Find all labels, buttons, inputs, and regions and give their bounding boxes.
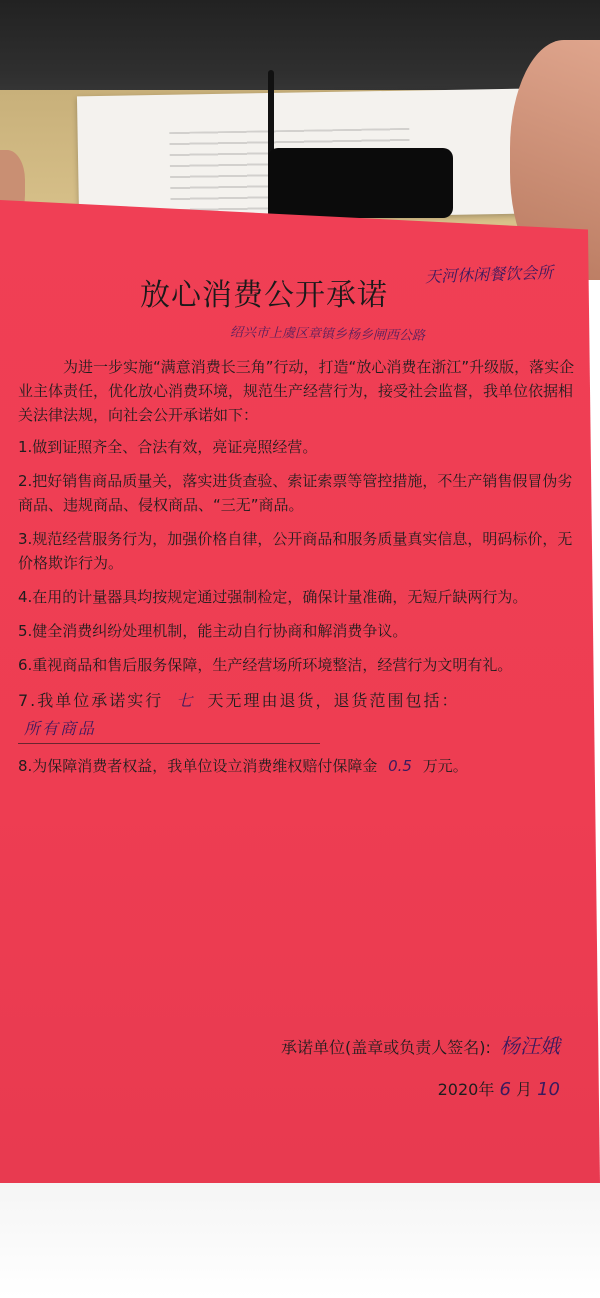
item7-suffix: 天无理由退货，退货范围包括： xyxy=(207,691,460,710)
document-body xyxy=(18,355,578,788)
handwritten-business-name: 天河休闲餐饮会所 xyxy=(424,262,554,287)
signature-label: 承诺单位(盖章或负责人签名): xyxy=(281,1038,491,1057)
date-day: 10 xyxy=(537,1079,560,1100)
commitment-item-5: 5.健全消费纠纷处理机制，能主动自行协商和解消费争议。 xyxy=(18,622,408,640)
item8-amount: 0.5 xyxy=(388,757,412,775)
item7-days: 七 xyxy=(176,691,195,710)
commitment-item-1: 1.做到证照齐全、合法有效，亮证亮照经营。 xyxy=(18,438,318,456)
commitment-item-6: 6.重视商品和售后服务保障，生产经营场所环境整洁，经营行为文明有礼。 xyxy=(18,656,513,674)
commitment-item-2: 2.把好销售商品质量关，落实进货查验、索证索票等管控措施，不生产销售假冒伪劣商品、违规商品、侵权商品、“三无”商品。 xyxy=(18,472,573,514)
signature: 杨汪娥 xyxy=(500,1034,560,1058)
item7-scope: 所有商品 xyxy=(18,715,320,744)
intro-paragraph: 为进一步实施“满意消费长三角”行动，打造“放心消费在浙江”升级版，落实企业主体责任，优化放心消费环境，规范生产经营行为，接受社会监督，我单位依据相关法律法规，向社会公开承诺如下： xyxy=(18,358,575,424)
item8-suffix: 万元。 xyxy=(422,757,468,775)
background-phone xyxy=(268,148,453,218)
commitment-item-7 xyxy=(18,687,578,744)
signature-line xyxy=(281,1025,560,1069)
date-month-suffix: 月 xyxy=(515,1080,532,1099)
document-title: 放心消费公开承诺 xyxy=(140,278,388,313)
commitment-item-3: 3.规范经营服务行为，加强价格自律，公开商品和服务质量真实信息，明码标价，无价格欺诈行为。 xyxy=(18,530,573,572)
handwritten-address: 绍兴市上虞区章镇乡杨乡闸西公路 xyxy=(229,325,426,344)
item8-prefix: 8.为保障消费者权益，我单位设立消费维权赔付保障金 xyxy=(18,757,378,775)
date-line xyxy=(281,1069,560,1111)
document-footer xyxy=(281,1025,560,1111)
item7-prefix: 7.我单位承诺实行 xyxy=(18,691,164,710)
date-month: 6 xyxy=(499,1079,511,1100)
bottom-white-area xyxy=(0,1183,600,1298)
commitment-item-4: 4.在用的计量器具均按规定通过强制检定，确保计量准确，无短斤缺两行为。 xyxy=(18,588,528,606)
commitment-item-8 xyxy=(18,754,578,778)
date-prefix: 2020年 xyxy=(437,1080,495,1099)
